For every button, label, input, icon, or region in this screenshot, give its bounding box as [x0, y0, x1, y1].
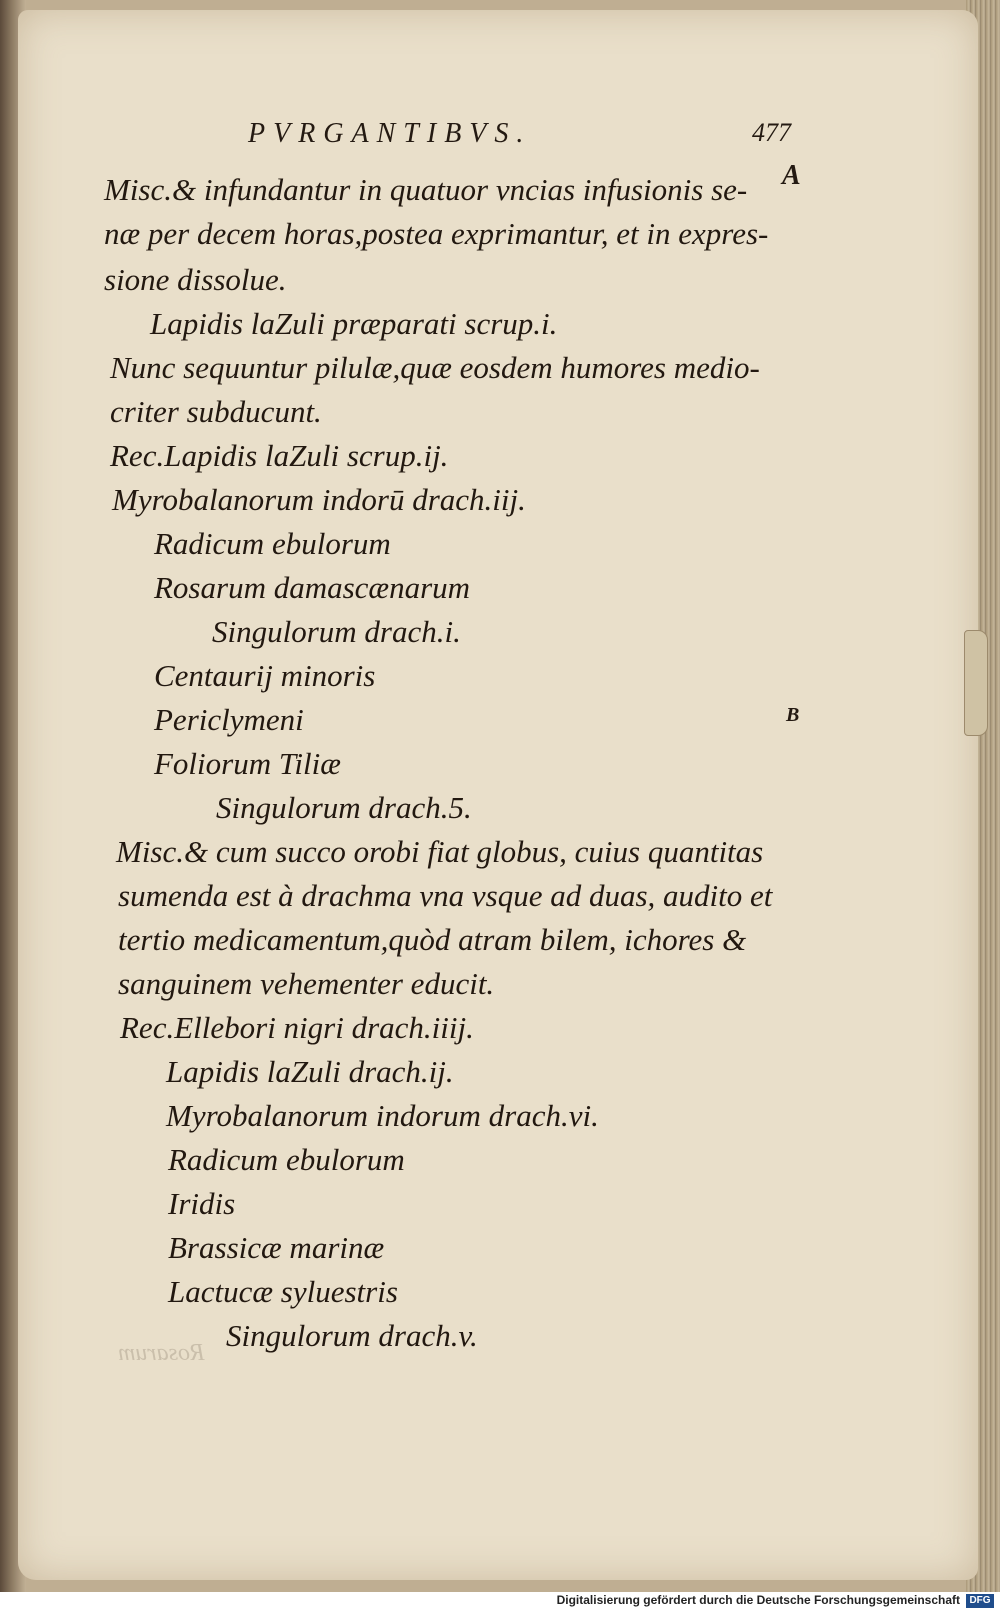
page-tab-marker: [964, 630, 988, 736]
margin-letter-b: B: [786, 704, 800, 726]
bleed-through-text: Rosarum: [118, 1340, 205, 1366]
text-line: Iridis: [168, 1186, 236, 1221]
text-line: Radicum ebulorum: [168, 1142, 405, 1177]
text-line: Centaurij minoris: [154, 658, 376, 693]
dfg-logo: DFG: [966, 1594, 994, 1608]
text-line: Singulorum drach.v.: [226, 1318, 478, 1353]
text-line: næ per decem horas,postea exprimantur, et in expres-: [104, 216, 769, 251]
text-line: Misc.& cum succo orobi fiat globus, cuius quantitas: [116, 834, 764, 869]
text-line: Periclymeni: [154, 702, 304, 737]
funding-credit: Digitalisierung gefördert durch die Deutsche Forschungsgemeinschaft: [556, 1593, 960, 1607]
text-line: Lapidis laZuli præparati scrup.i.: [150, 306, 558, 341]
text-line: Nunc sequuntur pilulæ,quæ eosdem humores medio-: [110, 350, 760, 385]
text-line: Misc.& infundantur in quatuor vncias infusionis se-: [104, 172, 748, 207]
text-line: sumenda est à drachma vna vsque ad duas, audito et: [118, 878, 773, 913]
margin-letter-a: A: [782, 160, 801, 191]
text-line: sione dissolue.: [104, 262, 287, 297]
footer-bar: [0, 1592, 1000, 1611]
text-line: Foliorum Tiliæ: [154, 746, 341, 781]
text-line: Lactucæ syluestris: [168, 1274, 398, 1309]
text-line: Rec.Ellebori nigri drach.iiij.: [120, 1010, 474, 1045]
text-line: Myrobalanorum indorū drach.iij.: [112, 482, 526, 517]
text-line: Rosarum damascænarum: [154, 570, 471, 605]
page-number: 477: [752, 118, 791, 147]
text-line: criter subducunt.: [110, 394, 322, 429]
text-line: Radicum ebulorum: [154, 526, 391, 561]
text-line: Myrobalanorum indorum drach.vi.: [166, 1098, 599, 1133]
text-line: Lapidis laZuli drach.ij.: [166, 1054, 454, 1089]
text-line: Rec.Lapidis laZuli scrup.ij.: [110, 438, 449, 473]
running-title: PVRGANTIBVS.: [248, 118, 532, 149]
text-line: sanguinem vehementer educit.: [118, 966, 495, 1001]
text-line: tertio medicamentum,quòd atram bilem, ichores &: [118, 922, 747, 957]
book-page: [18, 10, 978, 1580]
text-line: Singulorum drach.i.: [212, 614, 461, 649]
text-line: Singulorum drach.5.: [216, 790, 472, 825]
text-line: Brassicæ marinæ: [168, 1230, 385, 1265]
